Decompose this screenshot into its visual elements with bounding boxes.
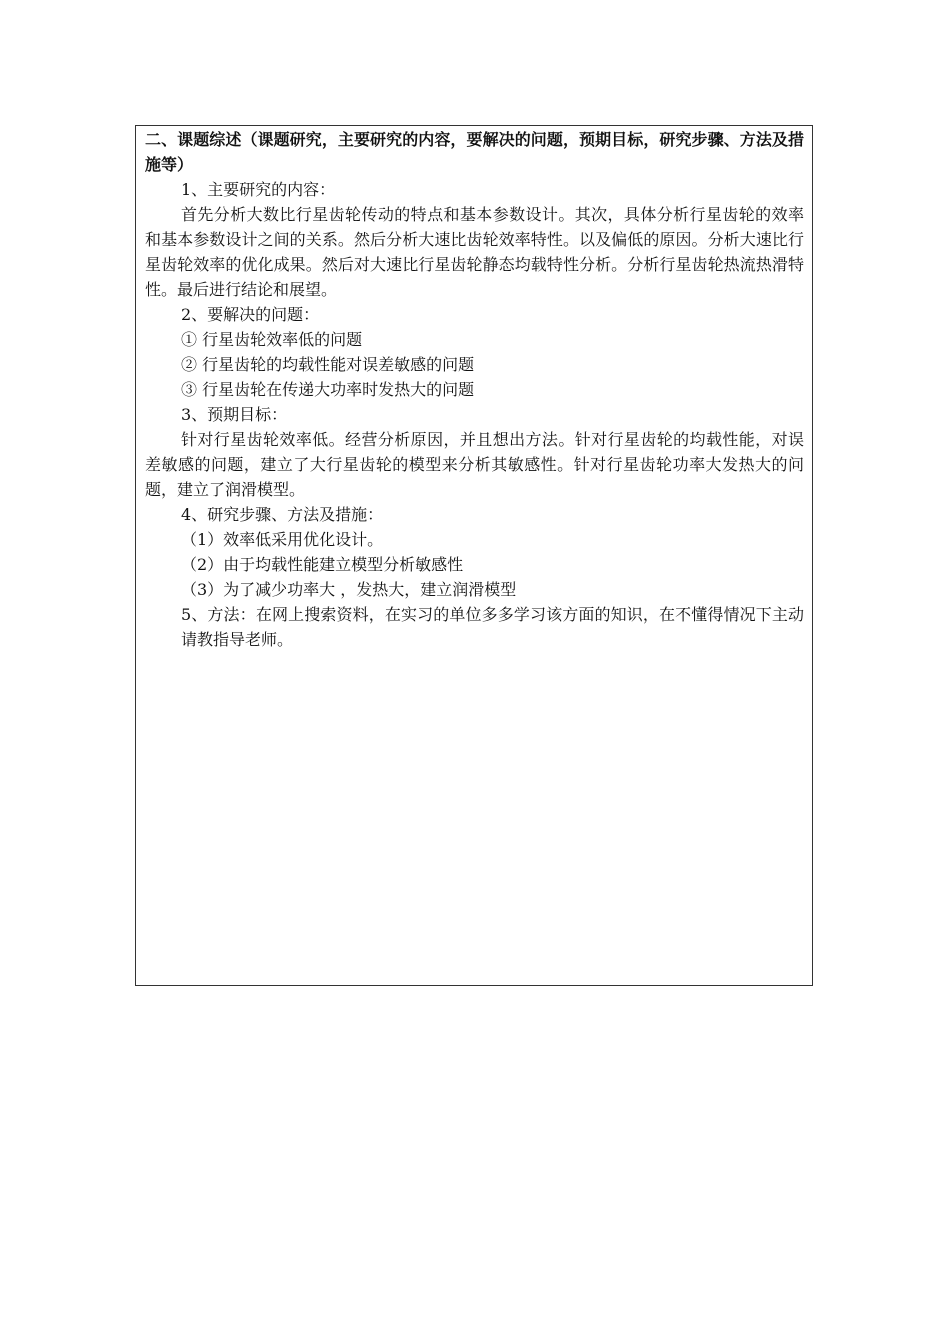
section-heading: 二、课题综述（课题研究，主要研究的内容，要解决的问题，预期目标，研究步骤、方法及措施等） [145,130,804,174]
item-3-title: 3、预期目标： [181,405,288,424]
step-2: （2）由于均载性能建立模型分析敏感性 [181,555,464,574]
item-4-title: 4、研究步骤、方法及措施： [181,505,384,524]
item-3-body: 针对行星齿轮效率低。经营分析原因，并且想出方法。针对行星齿轮的均载性能，对误差敏感的问题，建立了大行星齿轮的模型来分析其敏感性。针对行星齿轮功率大发热大的问题，建立了润滑模型。 [145,430,804,499]
step-1: （1）效率低采用优化设计。 [181,530,384,549]
problem-3: ③ 行星齿轮在传递大功率时发热大的问题 [181,380,475,399]
item-1-title: 1、主要研究的内容： [181,180,336,199]
problem-1: ① 行星齿轮效率低的问题 [181,330,363,349]
content-table-cell [135,125,813,986]
item-2-title: 2、要解决的问题： [181,305,320,324]
item-5-methods: 5、方法：在网上搜索资料，在实习的单位多多学习该方面的知识，在不懂得情况下主动请教指导老师。 [181,605,804,649]
problem-2: ② 行星齿轮的均载性能对误差敏感的问题 [181,355,475,374]
item-1-body: 首先分析大数比行星齿轮传动的特点和基本参数设计。其次，具体分析行星齿轮的效率和基本参数设计之间的关系。然后分析大速比齿轮效率特性。以及偏低的原因。分析大速比行星齿轮效率的优化成果。然后对大速比行星齿轮静态均载特性分析。分析行星齿轮热流热滑特性。最后进行结论和展望。 [145,205,804,299]
step-3: （3）为了减少功率大 ，发热大，建立润滑模型 [181,580,517,599]
